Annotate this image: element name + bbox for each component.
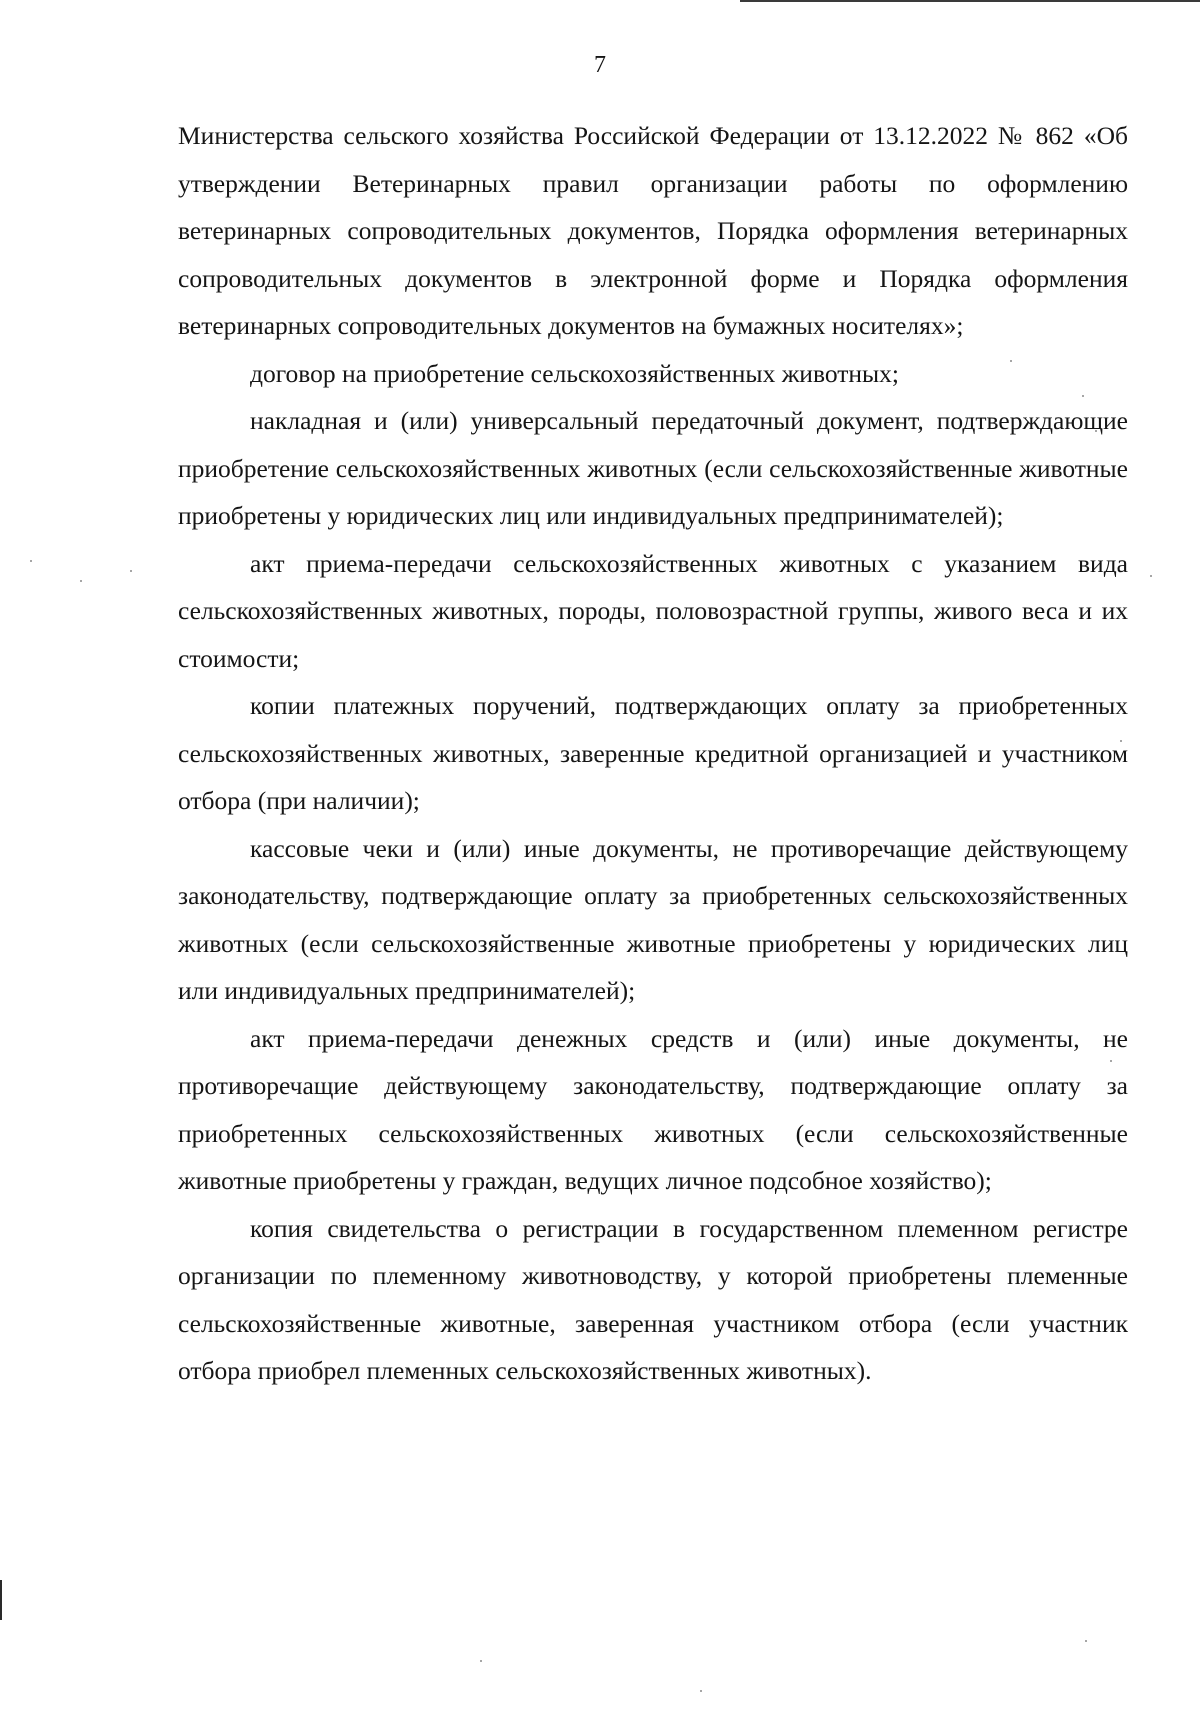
document-body [178, 112, 1128, 1395]
paragraph-cash-receipts: кассовые чеки и (или) иные документы, не противоречащие действующему законодательству, подтверждающие оплату за приобретенных сельскохозяйственных животных (если сельскохозяйственные животные приобретены у юридических лиц или индивидуальных предпринимателей); [178, 833, 1128, 1005]
scan-speck [30, 560, 32, 562]
scan-speck [80, 580, 82, 582]
scan-speck [1085, 1640, 1087, 1642]
scan-speck [130, 570, 132, 572]
paragraph-payment-orders: копии платежных поручений, подтверждающих оплату за приобретенных сельскохозяйственных животных, заверенные кредитной организацией и участником отбора (при наличии); [178, 691, 1128, 815]
paragraph-ministry-order: Министерства сельского хозяйства Российской Федерации от 13.12.2022 № 862 «Об утверждении Ветеринарных правил организации работы по оформлению ветеринарных сопроводительных документов, Порядка оформления ветеринарных сопроводительных документов в электронной форме и Порядка оформления ветеринарных сопроводительных документов на бумажных носителях»; [178, 121, 1128, 340]
paragraph-acceptance-act-funds: акт приема-передачи денежных средств и (или) иные документы, не противоречащие действующему законодательству, подтверждающие оплату за приобретенных сельскохозяйственных животных (если сельскохозяйственные животные приобретены у граждан, ведущих личное подсобное хозяйство); [178, 1023, 1128, 1195]
page-number: 7 [594, 52, 606, 78]
paragraph-purchase-contract: договор на приобретение сельскохозяйственных животных; [250, 358, 899, 388]
scan-speck [1150, 575, 1152, 577]
scan-edge-line [740, 0, 1200, 2]
paragraph-invoice-upd: накладная и (или) универсальный передаточный документ, подтверждающие приобретение сельскохозяйственных животных (если сельскохозяйственные животные приобретены у юридических лиц или индивидуальных предпринимателей); [178, 406, 1128, 530]
scan-edge-mark [0, 1580, 2, 1620]
scan-speck [700, 1690, 702, 1692]
paragraph-breeding-register-certificate: копия свидетельства о регистрации в государственном племенном регистре организации по племенному животноводству, у которой приобретены племенные сельскохозяйственные животные, заверенная участником отбора (если участник отбора приобрел племенных сельскохозяйственных животных). [178, 1213, 1128, 1385]
paragraph-acceptance-act-animals: акт приема-передачи сельскохозяйственных животных с указанием вида сельскохозяйственных животных, породы, половозрастной группы, живого веса и их стоимости; [178, 548, 1128, 673]
scan-speck [480, 1660, 482, 1662]
